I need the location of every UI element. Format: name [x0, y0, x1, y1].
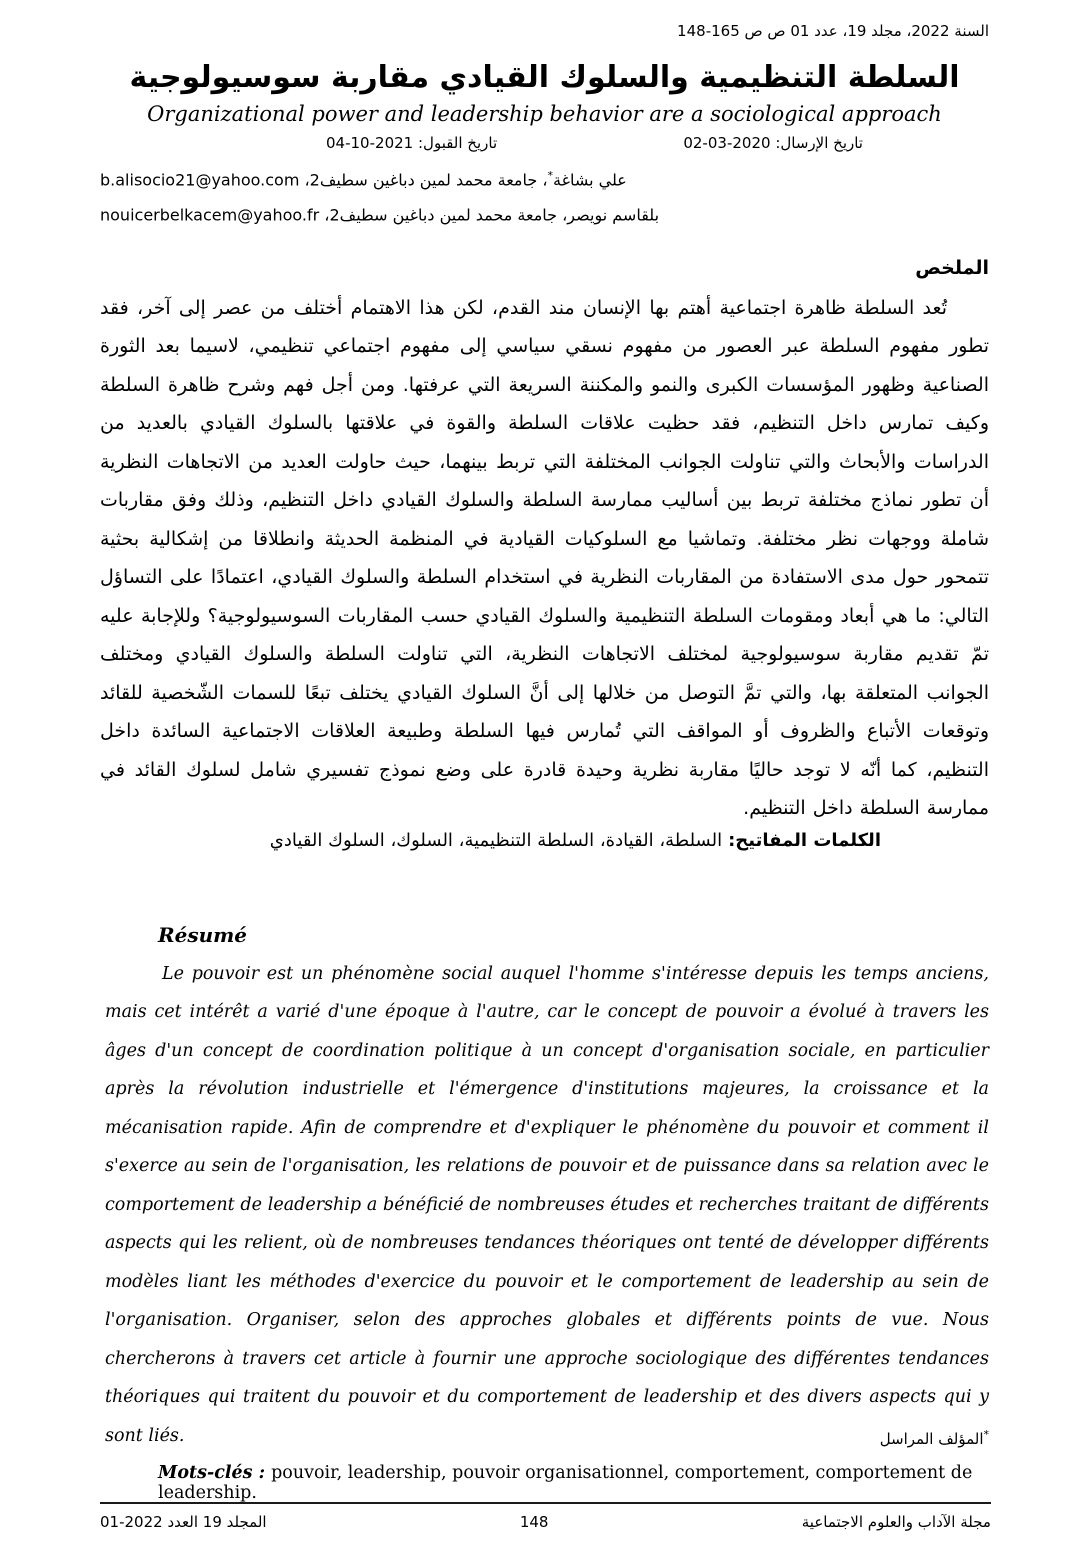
footer-volume-info: المجلد 19 العدد 2022-01	[100, 1513, 267, 1531]
keywords-value-french: pouvoir, leadership, pouvoir organisationnel, comportement, comportement de leadership.	[158, 1463, 973, 1504]
author-line	[100, 160, 989, 195]
abstract-text-french: Le pouvoir est un phénomène social auquel l'homme s'intéresse depuis les temps anciens, mais cet intérêt a varié d'une époque à l'autre, car le concept de pouvoir a évolué à travers les âges d'un concept de coordination politique à un concept d'organisation sociale, en particulier après la révolution industrielle et l'émergence d'institutions majeures, la croissance et la mécanisation rapide. Afin de comprendre et d'expliquer le phénomène du pouvoir et comment il s'exerce au sein de l'organisation, les relations de pouvoir et de puissance dans sa relation avec le comportement de leadership a bénéficié de nombreuses études et recherches traitant de différents aspects qui les relient, où de nombreuses tendances théoriques ont tenté de développer différents modèles liant les méthodes d'exercice du pouvoir et le comportement de leadership au sein de l'organisation. Organiser, selon des approches globales et différents points de vue. Nous chercherons à travers cet article à fournir une approche sociologique des différentes tendances théoriques qui traitent du pouvoir et du comportement de leadership et des divers aspects qui y sont liés.	[105, 963, 989, 1446]
keywords-label-french: Mots-clés :	[158, 1463, 266, 1484]
authors-block	[100, 160, 989, 231]
received-date: تاريخ الإرسال: 2020-03-02	[683, 134, 863, 152]
author-name: علي بشاغة	[553, 170, 627, 190]
author-name: بلقاسم نويصر	[567, 205, 660, 225]
footer-journal-name: مجلة الآداب والعلوم الاجتماعية	[801, 1513, 991, 1531]
corresponding-author-mark: *	[547, 169, 554, 182]
article-title-arabic: السلطة التنظيمية والسلوك القيادي مقاربة سوسيولوجية	[129, 60, 960, 95]
corresponding-author-footnote	[880, 1428, 989, 1448]
issue-info: السنة 2022، مجلد 19، عدد 01 ص ص 165-148	[677, 22, 989, 40]
keywords-label-arabic: الكلمات المفاتيح:	[728, 829, 881, 851]
keywords-arabic	[100, 830, 989, 851]
keywords-french	[158, 1463, 989, 1503]
resume-heading: Résumé	[158, 922, 248, 947]
page-footer	[100, 1502, 991, 1531]
author-affiliation-email: ، جامعة محمد لمين دباغين سطيف2، b.alisocio21@yahoo.com	[100, 170, 548, 190]
abstract-text-arabic: تُعد السلطة ظاهرة اجتماعية أهتم بها الإنسان مند القدم، لكن هذا الاهتمام أختلف من عصر إلى آخر، فقد تطور مفهوم السلطة عبر العصور من مفهوم نسقي سياسي إلى مفهوم اجتماعي تنظيمي، لاسيما بعد الثورة الصناعية وظهور المؤسسات الكبرى والنمو والمكننة السريعة التي عرفتها. ومن أجل فهم وشرح ظاهرة السلطة وكيف تمارس داخل التنظيم، فقد حظيت علاقات السلطة والقوة في علاقتها بالسلوك القيادي بالعديد من الدراسات والأبحاث والتي تناولت الجوانب المختلفة التي تربط بينهما، حيث حاولت العديد من الاتجاهات النظرية أن تطور نماذج مختلفة تربط بين أساليب ممارسة السلطة والسلوك القيادي داخل التنظيم، وذلك وفق مقاربات شاملة ووجهات نظر مختلفة. وتماشيا مع السلوكيات القيادية في المنظمة الحديثة وانطلاقا من إشكالية بحثية تتمحور حول مدى الاستفادة من المقاربات النظرية في استخدام السلطة والسلوك القيادي، اعتمادًا على التساؤل التالي: ما هي أبعاد ومقومات السلطة التنظيمية والسلوك القيادي حسب المقاربات السوسيولوجية؟ وللإجابة عليه تمّ تقديم مقاربة سوسيولوجية لمختلف الاتجاهات النظرية، التي تناولت السلطة والسلوك القيادي ومختلف الجوانب المتعلقة بها، والتي تمَّ التوصل من خلالها إلى أنَّ السلوك القيادي يختلف تبعًا للسمات الشّخصية للقائد وتوقعات الأتباع والظروف أو المواقف التي تُمارس فيها السلطة وطبيعة العلاقات الاجتماعية السائدة داخل التنظيم، كما أنّه لا توجد حاليًا مقاربة نظرية وحيدة قادرة على وضع نموذج تفسيري شامل لسلوك القائد في ممارسة السلطة داخل التنظيم.	[100, 296, 989, 820]
abstract-heading-arabic: الملخص	[915, 256, 989, 279]
footnote-text: المؤلف المراسل	[879, 1430, 984, 1448]
keywords-value-arabic: السلطة، القيادة، السلطة التنظيمية، السلوك، السلوك القيادي	[269, 829, 723, 851]
footer-page-number: 148	[519, 1513, 549, 1531]
footnote-asterisk: *	[983, 1428, 989, 1441]
article-title-english: Organizational power and leadership behavior are a sociological approach	[147, 102, 942, 126]
author-line	[100, 195, 989, 230]
dates-row	[100, 134, 989, 152]
author-affiliation-email: ، جامعة محمد لمين دباغين سطيف2، nouicerbelkacem@yahoo.fr	[100, 205, 568, 225]
accepted-date: تاريخ القبول: 2021-10-04	[326, 134, 498, 152]
